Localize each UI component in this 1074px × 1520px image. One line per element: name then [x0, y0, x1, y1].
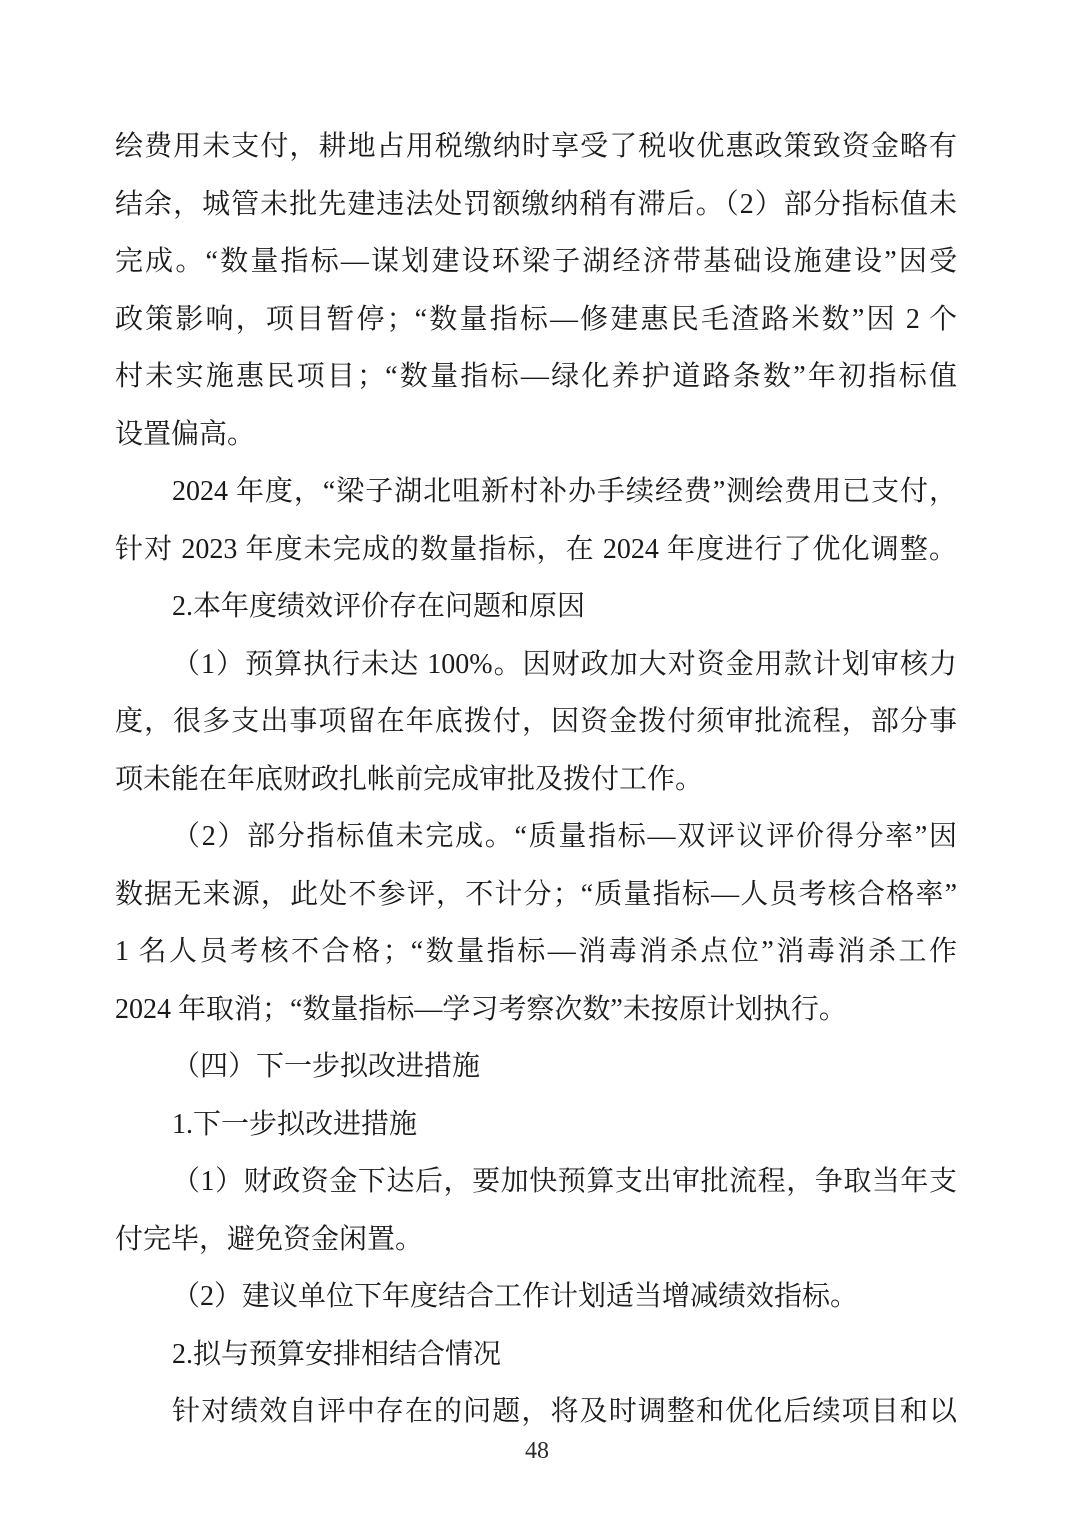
text-line: （2）部分指标值未完成。“质量指标—双评议评价得分率”因: [172, 821, 957, 852]
text-line: 针对 2023 年度未完成的数量指标，在 2024 年度进行了优化调整。: [115, 533, 957, 565]
text-line: 付完毕，避免资金闲置。: [115, 1223, 424, 1255]
text-line: 针对绩效自评中存在的问题，将及时调整和优化后续项目和以: [172, 1396, 957, 1427]
text-line: 绘费用未支付，耕地占用税缴纳时享受了税收优惠政策致资金略有: [115, 131, 957, 162]
text-line: 1.下一步拟改进措施: [172, 1108, 418, 1140]
text-line: 村未实施惠民项目；“数量指标—绿化养护道路条数”年初指标值: [115, 361, 957, 392]
text-line: 设置偏高。: [115, 418, 256, 450]
text-line: （1）预算执行未达 100%。因财政加大对资金用款计划审核力: [172, 648, 957, 680]
text-line: （1）财政资金下达后，要加快预算支出审批流程，争取当年支: [172, 1166, 957, 1197]
text-line: （四）下一步拟改进措施: [172, 1051, 481, 1082]
page-number: 48: [525, 1438, 549, 1464]
text-line: 1 名人员考核不合格；“数量指标—消毒消杀点位”消毒消杀工作: [115, 936, 957, 967]
text-line: 完成。“数量指标—谋划建设环梁子湖经济带基础设施建设”因受: [115, 246, 957, 277]
text-line: 数据无来源，此处不参评，不计分；“质量指标—人员考核合格率”: [115, 878, 957, 910]
text-line: 政策影响，项目暂停；“数量指标—修建惠民毛渣路米数”因 2 个: [115, 303, 957, 335]
text-line: 结余，城管未批先建违法处罚额缴纳稍有滞后。（2）部分指标值未: [115, 188, 957, 220]
text-line: 2024 年取消；“数量指标—学习考察次数”未按原计划执行。: [115, 993, 847, 1025]
text-line: 2024 年度，“梁子湖北咀新村补办手续经费”测绘费用已支付，: [172, 476, 957, 507]
text-line: 2.拟与预算安排相结合情况: [172, 1338, 502, 1370]
text-line: （2）建议单位下年度结合工作计划适当增减绩效指标。: [172, 1281, 859, 1312]
text-line: 度，很多支出事项留在年底拨付，因资金拨付须审批流程，部分事: [115, 706, 957, 737]
text-block: [115, 118, 957, 1441]
text-line: 项未能在年底财政扎帐前完成审批及拨付工作。: [115, 763, 704, 795]
text-line: 2.本年度绩效评价存在问题和原因: [172, 591, 586, 622]
